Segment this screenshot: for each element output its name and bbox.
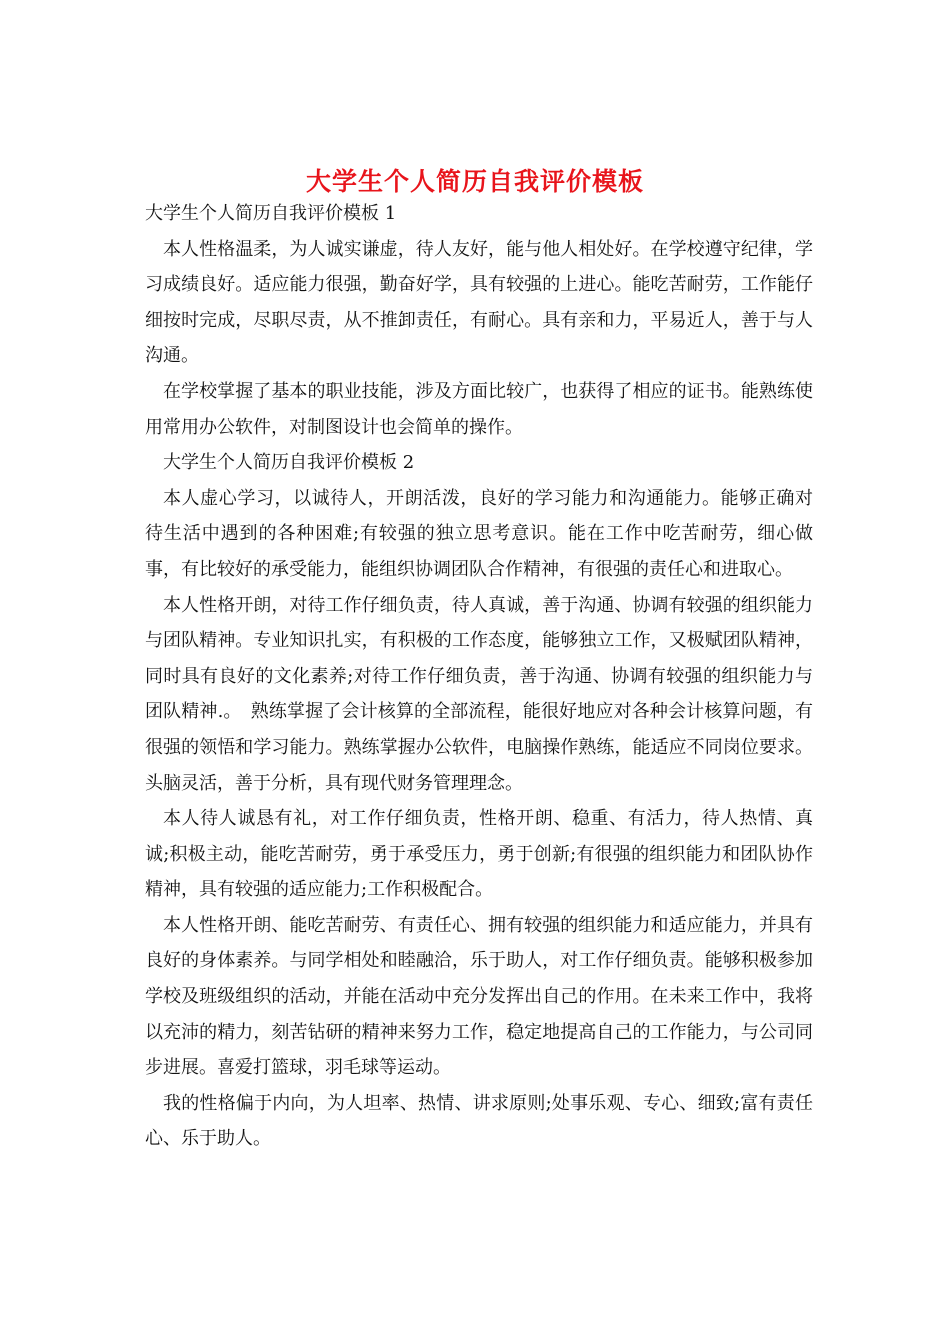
body-paragraph: 本人性格开朗、能吃苦耐劳、有责任心、拥有较强的组织能力和适应能力，并具有良好的身体素养。与同学相处和睦融洽，乐于助人，对工作仔细负责。能够积极参加学校及班级组织的活动，并能在活动中充分发挥出自己的作用。在未来工作中，我将以充沛的精力，刻苦钻研的精神来努力工作，稳定地提高自己的工作能力，与公司同步进展。喜爱打篮球，羽毛球等运动。	[145, 914, 813, 1079]
section-heading-1: 大学生个人简历自我评价模板 1	[145, 203, 397, 224]
body-paragraph: 在学校掌握了基本的职业技能，涉及方面比较广，也获得了相应的证书。能熟练使用常用办公软件，对制图设计也会简单的操作。	[145, 380, 813, 438]
document-body	[145, 196, 831, 1157]
body-paragraph: 本人虚心学习，以诚待人，开朗活泼，良好的学习能力和沟通能力。能够正确对 待生活中遇到的各种困难;有较强的独立思考意识。能在工作中吃苦耐劳，细心做事，有比较好的承受能力，能组织协调团队合作精神，有很强的责任心和进取心。	[145, 487, 831, 580]
body-paragraph: 本人性格温柔，为人诚实谦虚，待人友好，能与他人相处好。在学校遵守纪律，学习成绩良好。适应能力很强，勤奋好学，具有较强的上进心。能吃苦耐劳，工作能仔细按时完成，尽职尽责，从不推卸责任，有耐心。具有亲和力，平易近人，善于与人沟通。	[145, 238, 813, 367]
section-heading-2: 大学生个人简历自我评价模板 2	[163, 452, 415, 474]
body-paragraph: 我的性格偏于内向，为人坦率、热情、讲求原则;处事乐观、专心、细致;富有责任心、乐于助人。	[145, 1092, 813, 1150]
body-paragraph: 本人性格开朗，对待工作仔细负责，待人真诚，善于沟通、协调有较强的组织能力与团队精神。专业知识扎实，有积极的工作态度，能够独立工作，又极赋团队精神，同时具有良好的文化素养;对待工作仔细负责，善于沟通、协调有较强的组织能力与团队精神.。 熟练掌握了会计核算的全部流程，能很好地应对各种会计核算问题，有很强的领悟和学习能力。熟练掌握办公软件，电脑操作熟练，能适应不同岗位要求。头脑灵活，善于分析，具有现代财务管理理念。	[145, 594, 813, 794]
body-paragraph: 本人待人诚恳有礼，对工作仔细负责，性格开朗、稳重、有活力，待人热情、真诚;积极主动，能吃苦耐劳，勇于承受压力，勇于创新;有很强的组织能力和团队协作精神，具有较强的适应能力;工作积极配合。	[145, 808, 813, 901]
document-title: 大学生个人简历自我评价模板	[305, 166, 644, 196]
